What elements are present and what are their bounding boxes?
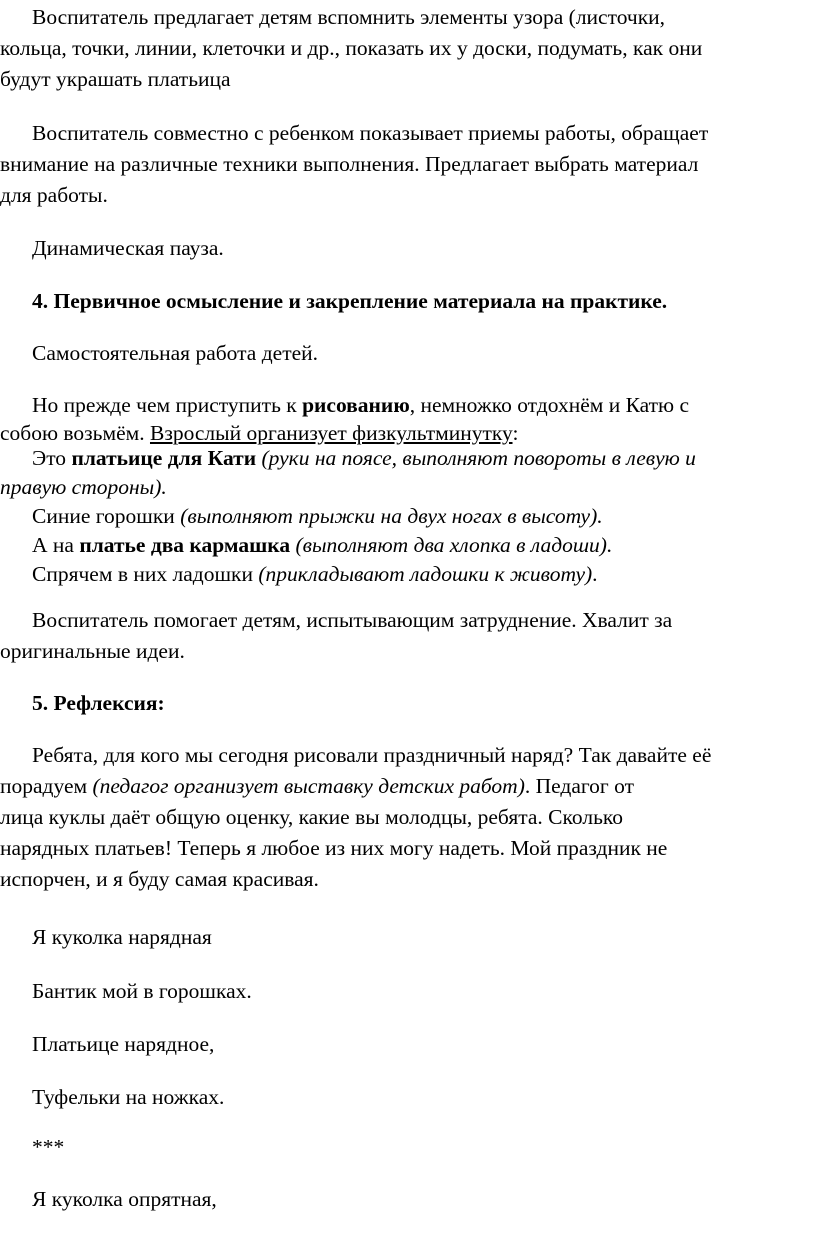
text-line: Воспитатель помогает детям, испытывающим затруднение. Хвалит за: [32, 608, 673, 632]
poem-line: Туфельки на ножках.: [32, 1085, 225, 1109]
poem-line: Я куколка опрятная,: [32, 1187, 217, 1211]
italic-run: (выполняют прыжки на двух ногах в высоту).: [180, 504, 603, 528]
text-line: будут украшать платьица: [0, 67, 231, 91]
section-heading-5: [0, 688, 816, 719]
text-run: собою возьмём.: [0, 421, 150, 445]
text-line: испорчен, и я буду самая красивая.: [0, 867, 319, 891]
bold-run: рисованию: [302, 393, 410, 417]
poem-line: Я куколка нарядная: [32, 925, 212, 949]
verse-line: [0, 473, 810, 502]
text-line: нарядных платьев! Теперь я любое из них могу надеть. Мой праздник не: [0, 836, 668, 860]
text-run: Синие горошки: [32, 504, 181, 528]
verse-line: [0, 560, 810, 589]
text-run: , немножко отдохнём и Катю с: [409, 393, 690, 417]
text-line: [0, 390, 810, 421]
italic-run: (педагог организует выставку детских работ): [92, 774, 525, 798]
poem-line: Платьице нарядное,: [32, 1032, 215, 1056]
paragraph-teacher-suggests: [0, 2, 810, 95]
paragraph-dynamic-pause: Динамическая пауза.: [32, 236, 224, 260]
italic-run: правую стороны).: [0, 475, 167, 499]
text-line: лица куклы даёт общую оценку, какие вы молодцы, ребята. Сколько: [0, 805, 623, 829]
text-line: внимание на различные техники выполнения. Предлагает выбрать материал: [0, 152, 699, 176]
verse-line: [0, 531, 810, 560]
italic-run: (руки на поясе, выполняют повороты в левую и: [256, 446, 696, 470]
section-heading-4: [0, 286, 816, 317]
text-run: . Педагог от: [524, 774, 634, 798]
text-line: оригинальные идеи.: [0, 639, 185, 663]
text-line: [0, 421, 810, 446]
exercise-verse: [0, 444, 810, 589]
verse-line: [0, 444, 810, 473]
text-line: для работы.: [0, 183, 108, 207]
paragraph-teacher-helps: [0, 605, 810, 667]
italic-run: (прикладывают ладошки к животу): [258, 562, 593, 586]
text-run: порадуем: [0, 774, 93, 798]
verse-line: [0, 502, 810, 531]
italic-run: (выполняют два хлопка в ладоши).: [290, 533, 613, 557]
text-line: Воспитатель предлагает детям вспомнить элементы узора (листочки,: [32, 5, 666, 29]
paragraph-before-drawing: [0, 390, 810, 446]
paragraph-independent-work: Самостоятельная работа детей.: [32, 341, 319, 365]
text-run: :: [512, 421, 519, 445]
text-line: Ребята, для кого мы сегодня рисовали праздничный наряд? Так давайте её: [32, 743, 712, 767]
text-run: Спрячем в них ладошки: [32, 562, 259, 586]
bold-run: платьице для Кати: [71, 446, 257, 470]
text-run: Это: [32, 446, 72, 470]
text-line: Воспитатель совместно с ребенком показывает приемы работы, обращает: [32, 121, 709, 145]
text-line: кольца, точки, линии, клеточки и др., показать их у доски, подумать, как они: [0, 36, 703, 60]
heading-text: 5. Рефлексия:: [32, 691, 165, 715]
paragraph-teacher-shows: [0, 118, 810, 211]
text-run: А на: [32, 533, 80, 557]
heading-text: 4. Первичное осмысление и закрепление материала на практике.: [32, 289, 668, 313]
text-run: .: [592, 562, 598, 586]
text-line: [0, 771, 810, 802]
paragraph-reflection: [0, 740, 810, 895]
underlined-run: Взрослый организует физкультминутку: [149, 421, 513, 445]
text-run: Но прежде чем приступить к: [32, 393, 303, 417]
poem-line: Бантик мой в горошках.: [32, 979, 252, 1003]
bold-run: платье два кармашка: [79, 533, 291, 557]
poem-separator: ***: [32, 1135, 65, 1159]
